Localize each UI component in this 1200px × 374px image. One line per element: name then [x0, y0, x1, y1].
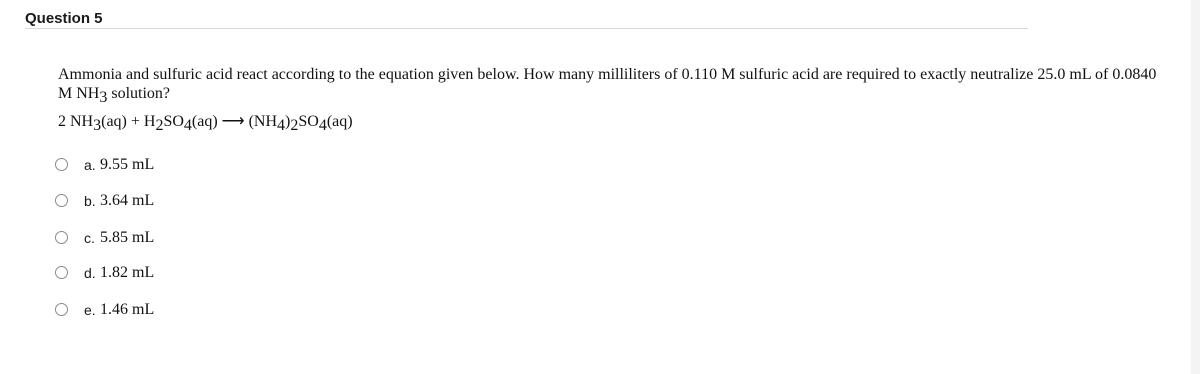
- question-stem-line1: Ammonia and sulfuric acid react according to the equation given below. How many milliliters of 0.110 M sulfuric acid are required to exactly neutralize 25.0 mL of 0.0840: [58, 66, 1157, 83]
- radio-button[interactable]: [55, 194, 68, 207]
- radio-button[interactable]: [55, 158, 68, 171]
- eq-part: SO: [163, 113, 184, 130]
- option-value: 3.64 mL: [100, 192, 155, 209]
- question-header: [25, 9, 1028, 29]
- option-value: 1.82 mL: [100, 264, 155, 281]
- question-stem: [58, 65, 1188, 106]
- option-value: 5.85 mL: [100, 229, 155, 246]
- radio-button[interactable]: [55, 231, 68, 244]
- radio-button[interactable]: [55, 266, 68, 279]
- eq-part: (aq) ⟶ (NH: [191, 113, 278, 130]
- eq-part: ): [285, 113, 291, 130]
- option-letter: a.: [84, 157, 96, 173]
- radio-button[interactable]: [55, 303, 68, 316]
- eq-subscript: 4: [318, 117, 327, 134]
- eq-subscript: 2: [290, 117, 299, 134]
- right-edge-strip: [1191, 0, 1200, 374]
- option-letter: b.: [84, 193, 96, 209]
- eq-subscript: 2: [155, 117, 164, 134]
- eq-part: 2 NH: [58, 113, 94, 130]
- eq-part: SO: [298, 113, 319, 130]
- option-letter: e.: [84, 302, 96, 318]
- question-title: Question 5: [25, 10, 103, 27]
- eq-subscript: 4: [183, 117, 192, 134]
- eq-subscript: 3: [93, 117, 102, 134]
- question-stem-line2: M NH3 solution?: [58, 85, 171, 106]
- option-value: 1.46 mL: [100, 301, 155, 318]
- eq-part: (aq): [326, 113, 353, 130]
- eq-part: (aq) + H: [101, 113, 156, 130]
- subscript-3: 3: [99, 89, 108, 106]
- option-value: 9.55 mL: [100, 156, 155, 173]
- option-letter: d.: [84, 265, 96, 281]
- option-letter: c.: [84, 230, 95, 246]
- eq-subscript: 4: [277, 117, 286, 134]
- chemical-equation: [58, 112, 353, 132]
